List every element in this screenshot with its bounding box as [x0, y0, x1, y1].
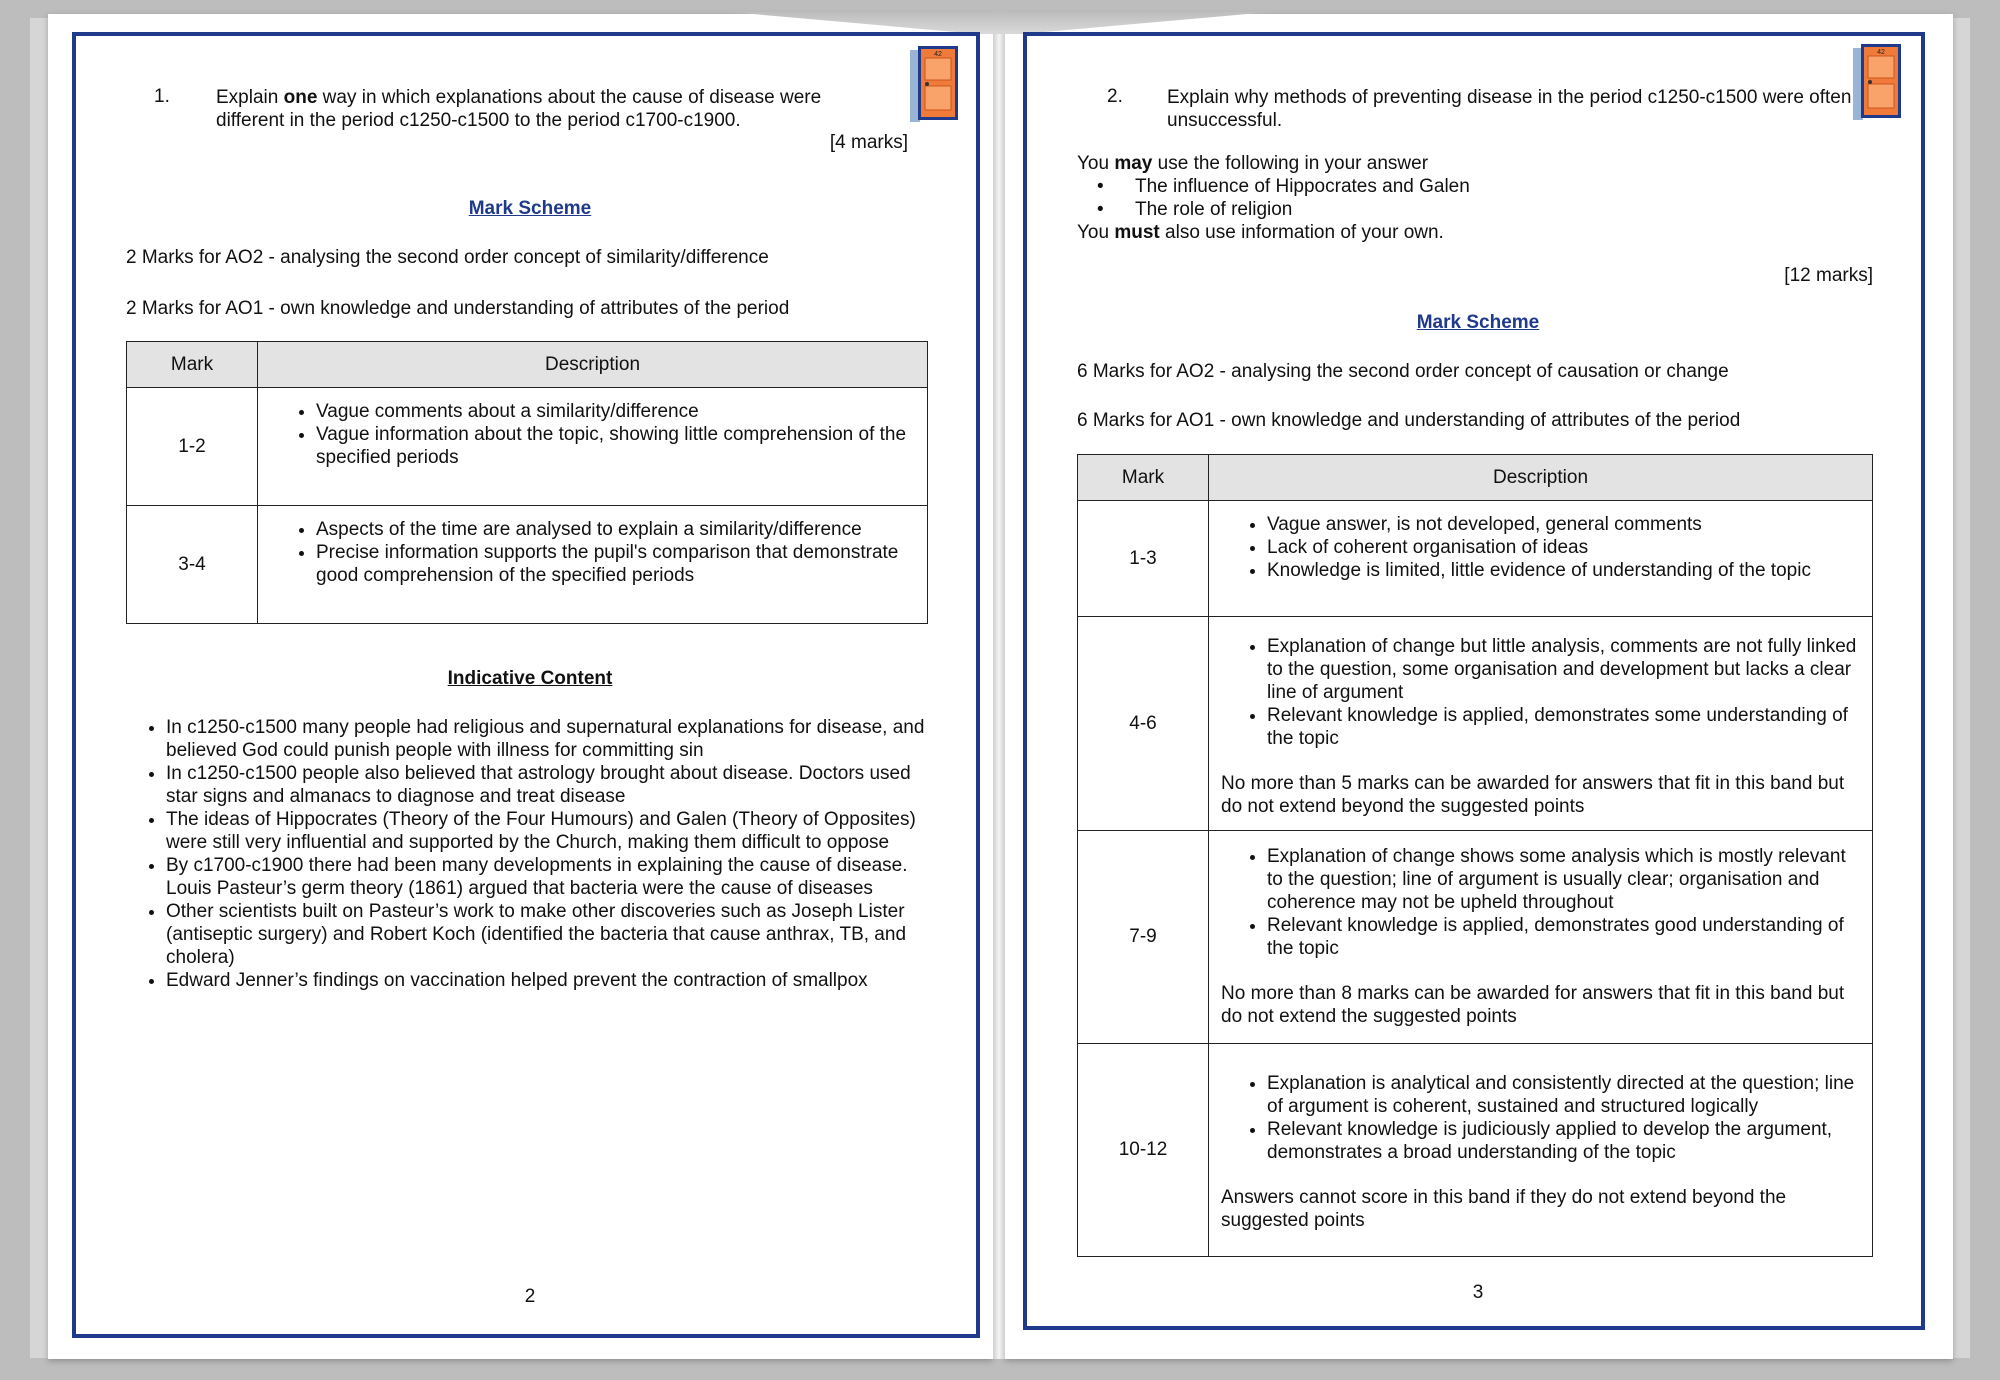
book-spine [993, 14, 1005, 1359]
right-page [1023, 32, 1925, 1330]
mark-band: 4-6 [1078, 617, 1209, 831]
mark-scheme-heading: Mark Scheme [1416, 312, 1540, 333]
band-bullet: • Vague information about the topic, showing little comprehension of the specified periods [316, 423, 915, 469]
criterion-ao1: 2 Marks for AO1 - own knowledge and understanding of attributes of the period [126, 298, 790, 319]
band-bullet: • Relevant knowledge is applied, demonstrates some understanding of the topic [1267, 704, 1860, 750]
table-row [1078, 501, 1873, 617]
band-description [1209, 831, 1873, 1044]
mark-table [126, 341, 928, 624]
door-number: 42 [1877, 49, 1885, 56]
question-number: 1. [154, 86, 170, 107]
mark-band: 1-3 [1078, 501, 1209, 617]
question-line-1: Explain why methods of preventing disease in the period c1250-c1500 were often [1167, 87, 1852, 108]
must-use-line: You must also use information of your own. [1077, 222, 1444, 243]
list-item: • In c1250-c1500 many people had religious and supernatural explanations for disease, and believed God could punish people with illness for committing sin [166, 716, 936, 762]
question-number: 2. [1107, 86, 1123, 107]
band-bullet: • Knowledge is limited, little evidence of understanding of the topic [1267, 559, 1860, 582]
list-item: • The ideas of Hippocrates (Theory of the Four Humours) and Galen (Theory of Opposites) were still very influential and supported by the Church, making them difficult to oppose [166, 808, 936, 854]
page-number: 3 [1472, 1282, 1484, 1303]
band-bullet: • Relevant knowledge is judiciously applied to develop the argument, demonstrates a broad understanding of the topic [1267, 1118, 1860, 1164]
left-page [72, 32, 980, 1338]
mark-band: 1-2 [127, 388, 258, 506]
list-item: • Edward Jenner’s findings on vaccination helped prevent the contraction of smallpox [166, 969, 936, 992]
band-note: Answers cannot score in this band if they do not extend beyond the suggested points [1221, 1187, 1787, 1231]
band-description [1209, 501, 1873, 617]
mark-table [1077, 454, 1873, 1257]
mark-band: 7-9 [1078, 831, 1209, 1044]
band-bullet: • Vague answer, is not developed, general comments [1267, 513, 1860, 536]
suggestion-item: • [1097, 199, 1104, 220]
table-row [1078, 1044, 1873, 1257]
suggestion-text: The influence of Hippocrates and Galen [1135, 176, 1470, 197]
description-header: Description [1209, 455, 1873, 501]
list-item: • Other scientists built on Pasteur’s work to make other discoveries such as Joseph Lister (antiseptic surgery) and Robert Koch (identified the bacteria that cause anthrax, TB, and cholera) [166, 900, 936, 969]
criterion-ao1: 6 Marks for AO1 - own knowledge and understanding of attributes of the period [1077, 410, 1741, 431]
band-note: No more than 8 marks can be awarded for answers that fit in this band but do not extend the suggested points [1221, 983, 1845, 1027]
door-icon [908, 44, 962, 124]
band-bullet: • Lack of coherent organisation of ideas [1267, 536, 1860, 559]
mark-scheme-heading: Mark Scheme [468, 198, 592, 219]
mark-header: Mark [1078, 455, 1209, 501]
band-bullet: • Precise information supports the pupil's comparison that demonstrate good comprehension of the specified periods [316, 541, 915, 587]
band-description [1209, 1044, 1873, 1257]
mark-band: 3-4 [127, 506, 258, 624]
question-marks: [12 marks] [1784, 265, 1873, 286]
band-description [258, 506, 928, 624]
band-description [258, 388, 928, 506]
mark-band: 10-12 [1078, 1044, 1209, 1257]
band-note: No more than 5 marks can be awarded for answers that fit in this band but do not extend beyond the suggested points [1221, 773, 1845, 817]
band-description [1209, 617, 1873, 831]
table-row [127, 388, 928, 506]
door-number: 42 [934, 51, 942, 58]
table-row [1078, 617, 1873, 831]
suggestion-text: The role of religion [1135, 199, 1293, 220]
question-line-2: different in the period c1250-c1500 to the period c1700-c1900. [216, 110, 741, 131]
table-row [127, 506, 928, 624]
table-row [1078, 831, 1873, 1044]
mark-header: Mark [127, 342, 258, 388]
band-bullet: • Explanation of change but little analysis, comments are not fully linked to the question, some organisation and development but lacks a clear line of argument [1267, 635, 1860, 704]
band-bullet: • Explanation is analytical and consistently directed at the question; line of argument is coherent, sustained and structured logically [1267, 1072, 1860, 1118]
description-header: Description [258, 342, 928, 388]
band-bullet: • Aspects of the time are analysed to explain a similarity/difference [316, 518, 915, 541]
question-line-1: Explain one way in which explanations about the cause of disease were [216, 87, 822, 108]
page-number: 2 [524, 1286, 536, 1307]
band-bullet: • Vague comments about a similarity/difference [316, 400, 915, 423]
indicative-list [132, 716, 936, 992]
list-item: • By c1700-c1900 there had been many developments in explaining the cause of disease. Louis Pasteur’s germ theory (1861) argued that bacteria were the cause of diseases [166, 854, 936, 900]
indicative-content-heading: Indicative Content [447, 668, 613, 689]
band-bullet: • Explanation of change shows some analysis which is mostly relevant to the question; line of argument is usually clear; organisation and coherence may not be upheld throughout [1267, 845, 1860, 914]
suggestion-item: • [1097, 176, 1104, 197]
may-use-line: You may use the following in your answer [1077, 153, 1429, 174]
question-line-2: unsuccessful. [1167, 110, 1283, 131]
question-marks: [4 marks] [829, 132, 908, 153]
criterion-ao2: 6 Marks for AO2 - analysing the second order concept of causation or change [1077, 361, 1729, 382]
criterion-ao2: 2 Marks for AO2 - analysing the second order concept of similarity/difference [126, 247, 769, 268]
band-bullet: • Relevant knowledge is applied, demonstrates good understanding of the topic [1267, 914, 1860, 960]
list-item: • In c1250-c1500 people also believed that astrology brought about disease. Doctors used star signs and almanacs to diagnose and treat disease [166, 762, 936, 808]
